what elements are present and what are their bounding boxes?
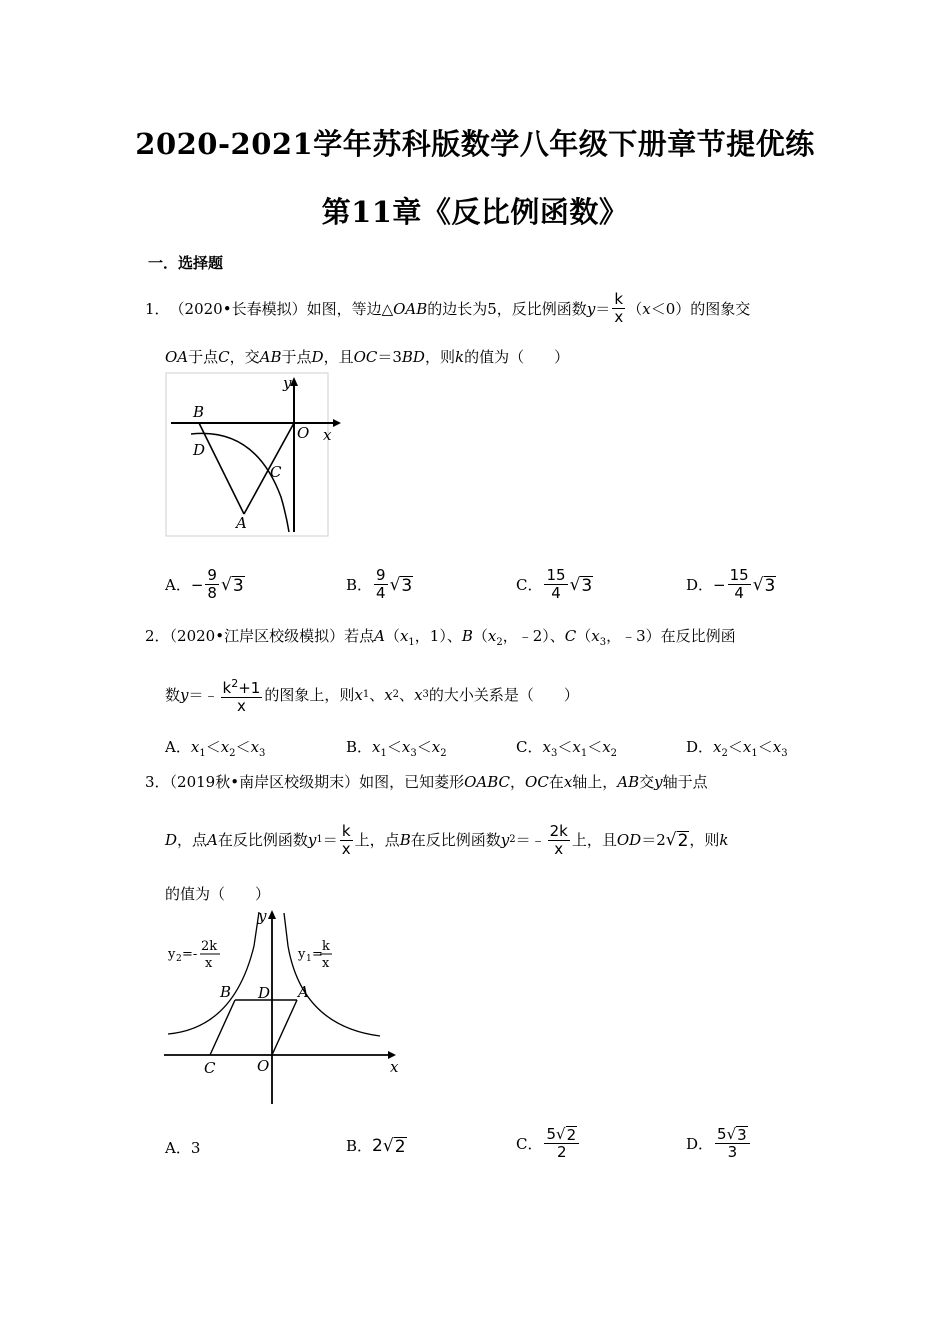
label-c: C xyxy=(204,1059,216,1077)
label-y1-eq: = xyxy=(312,947,323,962)
sqrt-icon: √ 3 xyxy=(569,574,593,596)
label-y: y xyxy=(283,374,292,392)
label-b: B xyxy=(193,403,205,421)
fraction-k-over-x: $\frac{k}{x}$ xyxy=(341,821,351,858)
hyperbola-y2-curve xyxy=(168,912,259,1034)
label-x: x xyxy=(390,1058,399,1076)
label-y2-num: 2k xyxy=(201,939,218,954)
question-number: 2． xyxy=(145,627,170,645)
doc-subtitle: 第11章《反比例函数》 xyxy=(321,195,629,229)
q2-option-b[interactable]: B．$x_1<x_3<x_2$ xyxy=(346,738,447,759)
label-y1-sub: 1 xyxy=(306,954,312,964)
label-y1: y xyxy=(298,947,306,962)
sqrt-icon: √ 2 xyxy=(665,830,689,851)
q2-line2: 数 y ＝﹣ $\frac{k^2+1}{x}$ 的图象上，则 x 1 、 x 2 、 x 3 的大小关系是（ ） xyxy=(165,677,579,715)
sqrt-icon: √ 3 xyxy=(752,574,776,596)
q3-option-b[interactable]: B． 2 √ 2 xyxy=(346,1135,406,1157)
q3-option-c[interactable]: C． 5√ 2 2 xyxy=(516,1126,581,1161)
q2-option-a[interactable]: A．$x_1<x_2<x_3$ xyxy=(165,738,266,759)
q2-line1: 2．（2020•江岸区校级模拟）若点$A(x_1$，1）、$B(x_2$，﹣2）、$C(x_3$，﹣3）在反比例函 xyxy=(145,627,736,648)
label-y1-den: x xyxy=(322,956,330,971)
q3-figure xyxy=(162,906,412,1108)
label-a: A xyxy=(298,983,309,1001)
sqrt-icon: √ 3 xyxy=(220,574,244,596)
q3-line2: D ，点 A 在反比例函数 y 1 ＝ $\frac{k}{x}$ 上，点 B 在反比例函数 y 2 ＝﹣ $\frac{2k}{x}$ 上，且 OD ＝2 √ 2 ，则 k xyxy=(165,821,729,858)
q1-option-c[interactable]: C． $\frac{15}{4}$ √ 3 xyxy=(516,566,593,602)
q1-figure xyxy=(165,372,345,538)
segment-ba xyxy=(199,423,244,514)
x-axis-arrow xyxy=(333,419,341,427)
label-y: y xyxy=(258,907,267,925)
label-y2: y xyxy=(168,947,176,962)
label-c: C xyxy=(270,463,282,481)
q1-line1: 1． （2020•长春模拟）如图，等边△ OAB 的边长为5，反比例函数 y ＝ $\frac{k}{x}$ （ x ＜0）的图象交 xyxy=(145,290,751,326)
sqrt-icon: √ 2 xyxy=(382,1135,406,1157)
label-d: D xyxy=(193,441,206,459)
segment-ao xyxy=(272,1000,297,1055)
q1-line2: OA于点C，交AB于点D，且OC＝3BD，则k的值为（ ） xyxy=(165,348,570,366)
label-b: B xyxy=(220,983,232,1001)
hyperbola-y1-curve xyxy=(284,913,380,1036)
question-number: 3． xyxy=(145,773,170,791)
y-axis-arrow xyxy=(268,910,276,919)
section-heading: 一．选择题 xyxy=(148,254,224,272)
label-y1-num: k xyxy=(322,939,330,954)
fraction-k2-plus-1-over-x: $\frac{k^2+1}{x}$ xyxy=(222,677,261,715)
figure-frame xyxy=(166,373,328,536)
label-d: D xyxy=(258,984,271,1002)
doc-title: 2020-2021学年苏科版数学八年级下册章节提优练 xyxy=(135,127,815,161)
q3-line3: 的值为（ ） xyxy=(165,885,271,903)
q2-option-d[interactable]: D．$x_2<x_1<x_3$ xyxy=(686,738,788,759)
segment-ao xyxy=(244,423,294,514)
q3-line1: 3．（2019秋•南岸区校级期末）如图，已知菱形OABC，OC在x轴上，AB交y轴于点 xyxy=(145,773,708,791)
fraction-2k-over-x: $\frac{2k}{x}$ xyxy=(549,821,568,858)
label-o: O xyxy=(297,424,310,442)
sqrt-icon: √ 3 xyxy=(389,574,413,596)
q3-option-d[interactable]: D． 5√ 3 3 xyxy=(686,1126,752,1161)
q1-option-b[interactable]: B． $\frac{9}{4}$ √ 3 xyxy=(346,566,413,602)
label-o: O xyxy=(257,1057,270,1075)
q1-option-d[interactable]: D． − $\frac{15}{4}$ √ 3 xyxy=(686,566,776,602)
label-a: A xyxy=(236,514,247,532)
label-y2-sub: 2 xyxy=(176,954,182,964)
label-y2-eq: =- xyxy=(182,947,198,962)
label-x: x xyxy=(323,426,332,444)
q2-option-c[interactable]: C．$x_3<x_1<x_2$ xyxy=(516,738,618,759)
label-y2-den: x xyxy=(205,956,213,971)
q3-option-a[interactable]: A． 3 xyxy=(165,1138,201,1157)
question-number: 1． xyxy=(145,299,170,318)
q1-option-a[interactable]: A． − $\frac{9}{8}$ √ 3 xyxy=(165,566,244,602)
fraction-k-over-x: $\frac{k}{x}$ xyxy=(614,290,624,326)
